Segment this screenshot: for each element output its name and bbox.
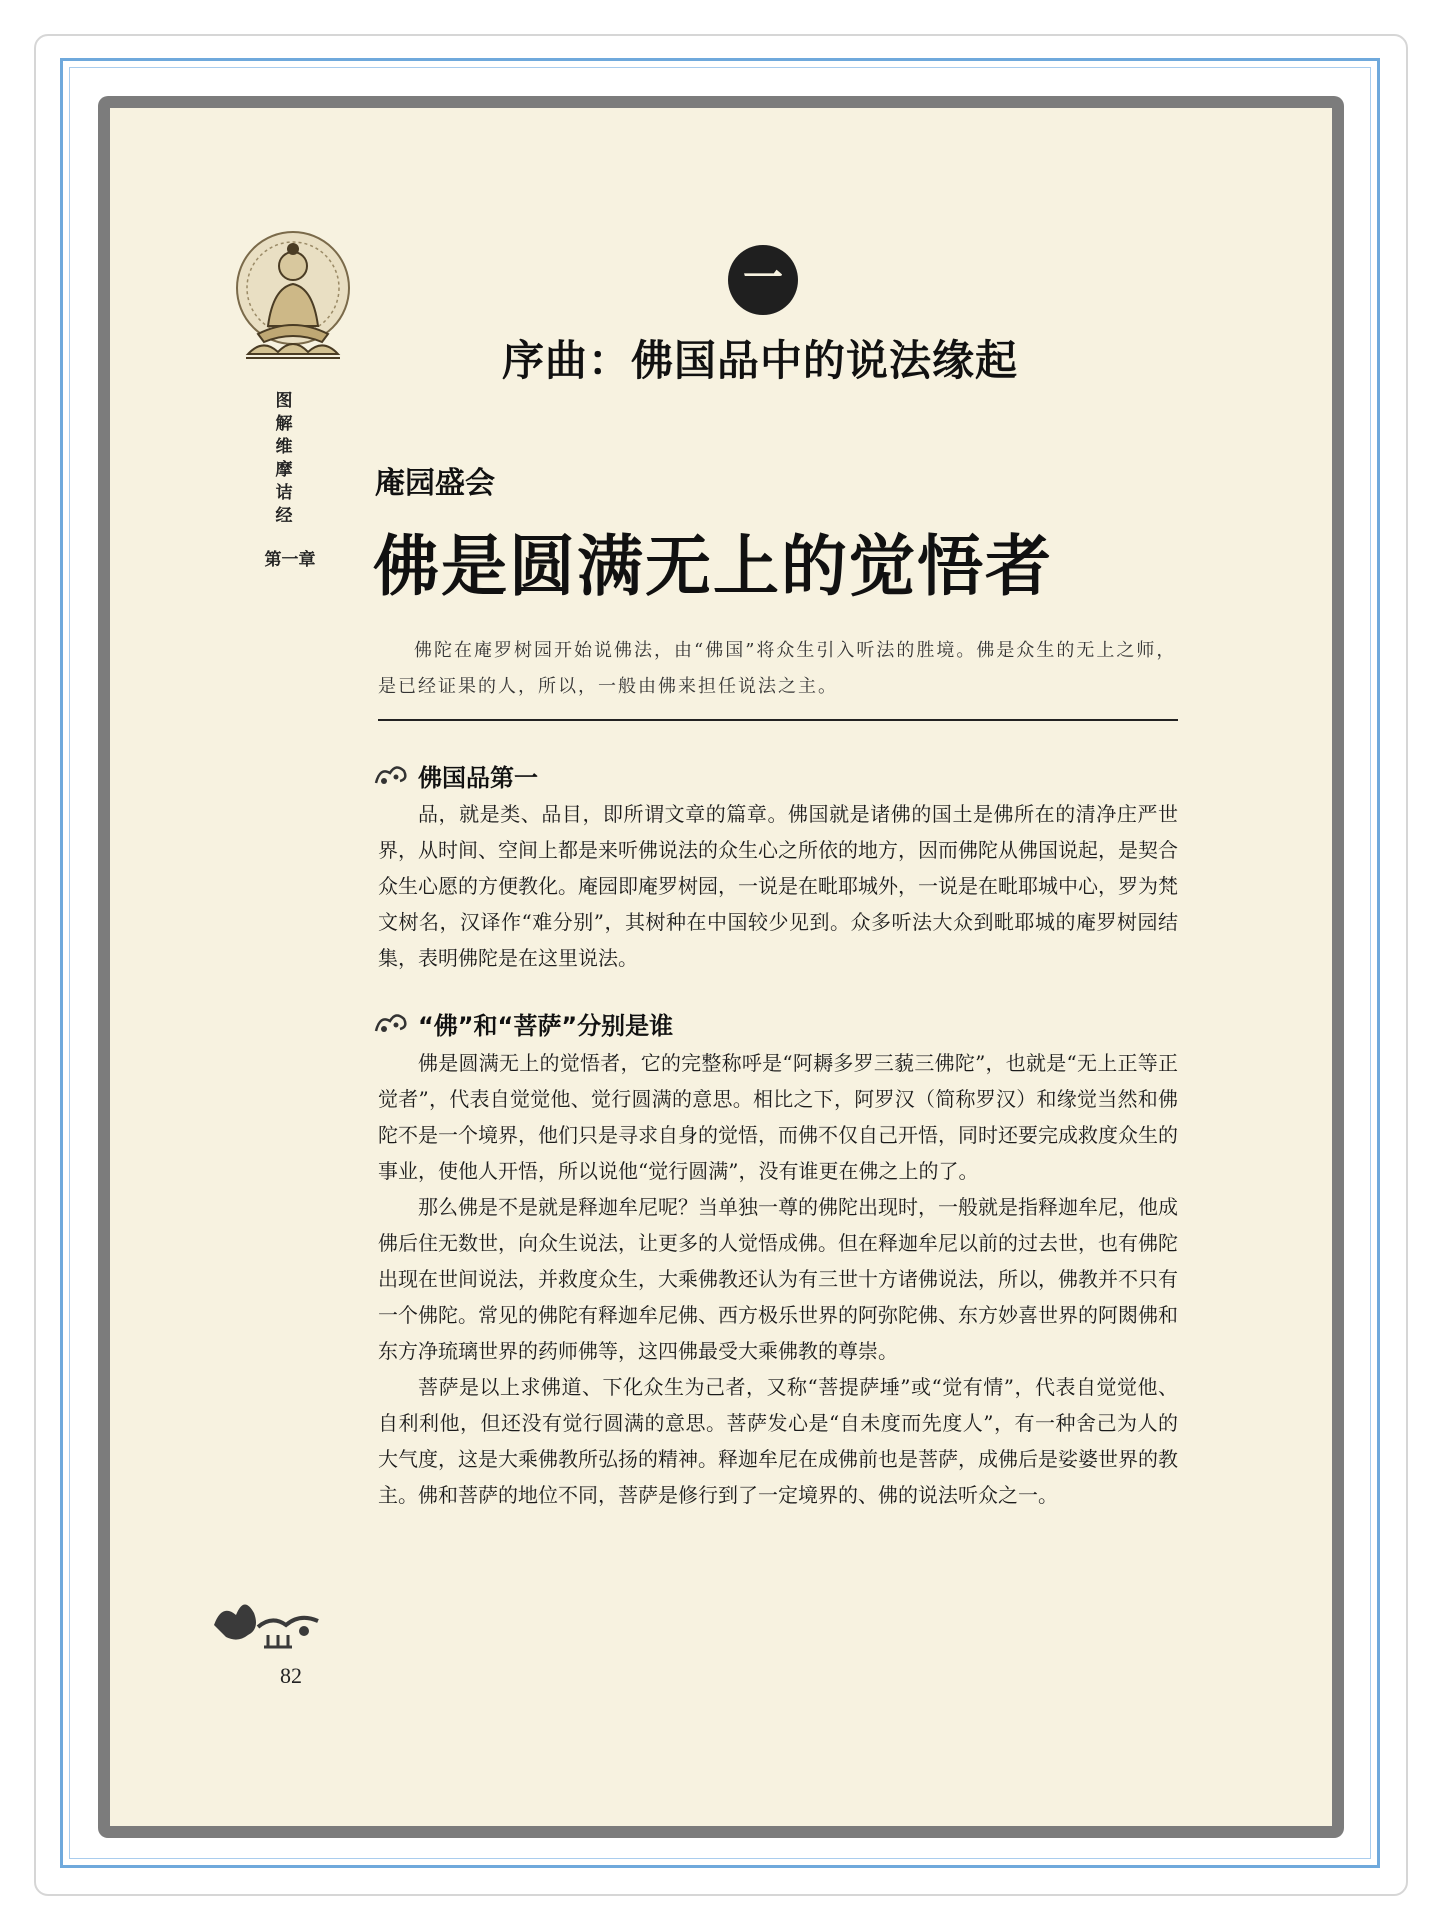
ornament-icon <box>208 1585 328 1655</box>
section-kicker: 庵园盛会 <box>375 466 495 501</box>
book-title-vertical: 图解维摩诘经 <box>275 391 293 526</box>
topic-body <box>378 1045 1178 1513</box>
topic-heading <box>372 1006 673 1041</box>
topic-heading-text: 佛国品第一 <box>418 764 538 792</box>
chapter-title: 序曲：佛国品中的说法缘起 <box>501 336 1018 385</box>
section-title: 佛是圆满无上的觉悟者 <box>373 527 1053 605</box>
book-page <box>110 108 1332 1826</box>
page-number: 82 <box>280 1663 302 1688</box>
paragraph: 那么佛是不是就是释迦牟尼呢？当单独一尊的佛陀出现时，一般就是指释迦牟尼，他成佛后住无数世，向众生说法，让更多的人觉悟成佛。但在释迦牟尼以前的过去世，也有佛陀出现在世间说法，并救度众生，大乘佛教还认为有三世十方诸佛说法，所以，佛教并不只有一个佛陀。常见的佛陀有释迦牟尼佛、西方极乐世界的阿弥陀佛、东方妙喜世界的阿閦佛和东方净琉璃世界的药师佛等，这四佛最受大乘佛教的尊崇。 <box>378 1195 1178 1363</box>
buddha-illustration-icon <box>218 226 368 376</box>
paragraph: 品，就是类、品目，即所谓文章的篇章。佛国就是诸佛的国土是佛所在的清净庄严世界，从时间、空间上都是来听佛说法的众生心之所依的地方，因而佛陀从佛国说起，是契合众生心愿的方便教化。庵园即庵罗树园，一说是在毗耶城外，一说是在毗耶城中心，罗为梵文树名，汉译作“难分别”，其树种在中国较少见到。众多听法大众到毗耶城的庵罗树园结集，表明佛陀是在这里说法。 <box>378 802 1178 970</box>
section-intro: 佛陀在庵罗树园开始说佛法，由“佛国”将众生引入听法的胜境。佛是众生的无上之师，是已经证果的人，所以，一般由佛来担任说法之主。 <box>378 640 1177 697</box>
floral-bullet-icon <box>372 761 412 791</box>
floral-bullet-icon <box>372 1009 412 1039</box>
chapter-number-badge: 一 <box>728 245 798 315</box>
topic-heading <box>372 758 538 793</box>
topic-heading-text: “佛”和“菩萨”分别是谁 <box>418 1012 674 1040</box>
topic-body <box>378 796 1178 976</box>
chapter-label: 第一章 <box>264 550 316 570</box>
paragraph: 佛是圆满无上的觉悟者，它的完整称呼是“阿耨多罗三藐三佛陀”，也就是“无上正等正觉者”，代表自觉觉他、觉行圆满的意思。相比之下，阿罗汉（简称罗汉）和缘觉当然和佛陀不是一个境界，他们只是寻求自身的觉悟，而佛不仅自己开悟，同时还要完成救度众生的事业，使他人开悟，所以说他“觉行圆满”，没有谁更在佛之上的了。 <box>378 1051 1178 1183</box>
paragraph: 菩萨是以上求佛道、下化众生为己者，又称“菩提萨埵”或“觉有情”，代表自觉觉他、自利利他，但还没有觉行圆满的意思。菩萨发心是“自未度而先度人”，有一种舍己为人的大气度，这是大乘佛教所弘扬的精神。释迦牟尼在成佛前也是菩萨，成佛后是娑婆世界的教主。佛和菩萨的地位不同，菩萨是修行到了一定境界的、佛的说法听众之一。 <box>378 1375 1178 1507</box>
divider-rule <box>378 719 1178 721</box>
